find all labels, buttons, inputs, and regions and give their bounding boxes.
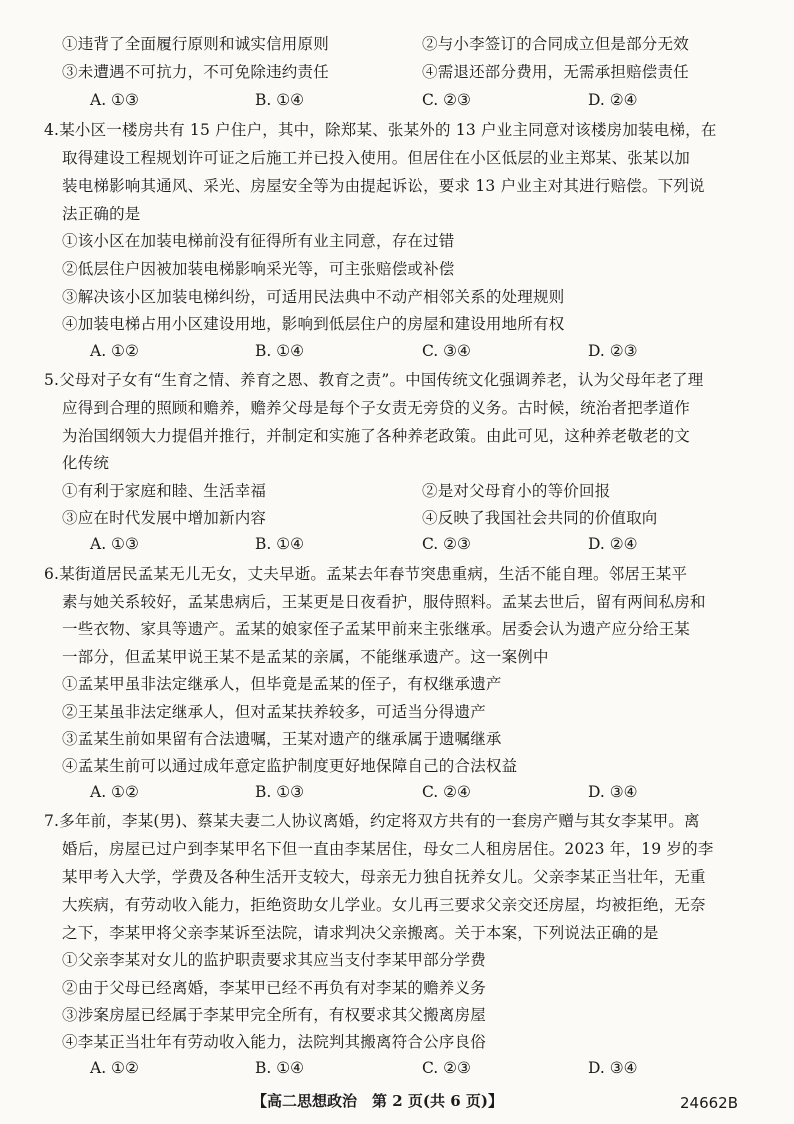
q6-option-d: D. ③④ (588, 783, 638, 801)
q3-option-b: B. ①④ (255, 91, 305, 109)
q4-stem-line: 取得建设工程规划许可证之后施工并已投入使用。但居住在小区低层的业主郑某、张某以加 (62, 149, 691, 167)
q4-statement-3: ③解决该小区加装电梯纠纷，可适用民法典中不动产相邻关系的处理规则 (62, 288, 565, 306)
q5-statement-3: ③应在时代发展中增加新内容 (62, 509, 267, 527)
q4-option-a: A. ①② (90, 342, 139, 360)
q3-option-d: D. ②④ (588, 91, 638, 109)
q5-stem-line: 化传统 (62, 454, 110, 472)
q4-stem-line: 法正确的是 (62, 205, 141, 223)
q4-statement-4: ④加装电梯占用小区建设用地，影响到低层住户的房屋和建设用地所有权 (62, 315, 565, 333)
q5-option-b: B. ①④ (255, 535, 305, 553)
q3-option-a: A. ①③ (90, 91, 139, 109)
q6-stem-line: 6.某街道居民孟某无儿无女，丈夫早逝。孟某去年春节突患重病，生活不能自理。邻居王某平 (44, 565, 688, 583)
q7-statement-2: ②由于父母已经离婚，李某甲已经不再负有对李某的赡养义务 (62, 979, 486, 997)
q6-option-b: B. ①③ (255, 783, 305, 801)
q7-option-b: B. ①④ (255, 1059, 305, 1077)
q3-statement-4: ④需退还部分费用，无需承担赔偿责任 (422, 63, 689, 81)
q6-stem-line: 一些衣物、家具等遗产。孟某的娘家侄子孟某甲前来主张继承。居委会认为遗产应分给王某 (62, 620, 691, 638)
q7-statement-3: ③涉案房屋已经属于李某甲完全所有，有权要求其父搬离房屋 (62, 1006, 486, 1024)
q4-statement-2: ②低层住户因被加装电梯影响采光等，可主张赔偿或补偿 (62, 260, 455, 278)
q6-option-a: A. ①② (90, 783, 139, 801)
q6-statement-4: ④孟某生前可以通过成年意定监护制度更好地保障自己的合法权益 (62, 757, 518, 775)
q5-statement-4: ④反映了我国社会共同的价值取向 (422, 509, 658, 527)
q7-statement-1: ①父亲李某对女儿的监护职责要求其应当支付李某甲部分学费 (62, 951, 486, 969)
q3-statement-2: ②与小李签订的合同成立但是部分无效 (422, 35, 689, 53)
q4-option-d: D. ②③ (588, 342, 638, 360)
q4-statement-1: ①该小区在加装电梯前没有征得所有业主同意，存在过错 (62, 232, 455, 250)
page-footer-title: 【高二思想政治 第 2 页(共 6 页)】 (252, 1092, 503, 1110)
q5-stem-line: 为治国纲领大力提倡并推行，并制定和实施了各种养老政策。由此可见，这种养老敬老的文 (62, 427, 691, 445)
q3-option-c: C. ②③ (422, 91, 471, 109)
q5-option-a: A. ①③ (90, 535, 139, 553)
q7-option-a: A. ①② (90, 1059, 139, 1077)
q3-statement-3: ③未遭遇不可抗力，不可免除违约责任 (62, 63, 329, 81)
q5-statement-2: ②是对父母育小的等价回报 (422, 482, 611, 500)
q7-statement-4: ④李某正当壮年有劳动收入能力，法院判其搬离符合公序良俗 (62, 1033, 486, 1051)
q4-stem-line: 4.某小区一楼房共有 15 户住户，其中，除郑某、张某外的 13 户业主同意对该楼房加装电梯，在 (44, 121, 717, 139)
q4-stem-line: 装电梯影响其通风、采光、房屋安全等为由提起诉讼，要求 13 户业主对其进行赔偿。下列说 (62, 177, 705, 195)
q7-stem-line: 某甲考入大学，学费及各种生活开支较大，母亲无力独自抚养女儿。父亲李某正当壮年，无重 (62, 868, 706, 886)
q4-option-b: B. ①④ (255, 342, 305, 360)
q5-option-c: C. ②③ (422, 535, 471, 553)
q7-option-d: D. ③④ (588, 1059, 638, 1077)
q7-stem-line: 婚后，房屋已过户到李某甲名下但一直由李某居住，母女二人租房居住。2023 年，19 岁的李 (62, 840, 714, 858)
q6-stem-line: 一部分，但孟某甲说王某不是孟某的亲属，不能继承遗产。这一案例中 (62, 648, 549, 666)
q7-stem-line: 7.多年前，李某(男)、蔡某夫妻二人协议离婚，约定将双方共有的一套房产赠与其女李某甲。离 (44, 812, 700, 830)
q5-option-d: D. ②④ (588, 535, 638, 553)
q3-statement-1: ①违背了全面履行原则和诚实信用原则 (62, 35, 329, 53)
q6-statement-1: ①孟某甲虽非法定继承人，但毕竟是孟某的侄子，有权继承遗产 (62, 675, 502, 693)
q7-stem-line: 之下，李某甲将父亲李某诉至法院，请求判决父亲搬离。关于本案，下列说法正确的是 (62, 924, 659, 942)
q7-option-c: C. ②③ (422, 1059, 471, 1077)
q5-statement-1: ①有利于家庭和睦、生活幸福 (62, 482, 267, 500)
q5-stem-line: 5.父母对子女有“生育之情、养育之恩、教育之责”。中国传统文化强调养老，认为父母年老了理 (44, 371, 704, 389)
exam-code: 24662B (680, 1094, 739, 1112)
q5-stem-line: 应得到合理的照顾和赡养，赡养父母是每个子女责无旁贷的义务。古时候，统治者把孝道作 (62, 399, 691, 417)
q6-statement-2: ②王某虽非法定继承人，但对孟某扶养较多，可适当分得遗产 (62, 703, 486, 721)
q7-stem-line: 大疾病，有劳动收入能力，拒绝资助女儿学业。女儿再三要求父亲交还房屋，均被拒绝，无奈 (62, 896, 706, 914)
q6-stem-line: 素与她关系较好，孟某患病后，王某更是日夜看护，服侍照料。孟某去世后，留有两间私房和 (62, 593, 706, 611)
q6-option-c: C. ②④ (422, 783, 471, 801)
q6-statement-3: ③孟某生前如果留有合法遗嘱，王某对遗产的继承属于遗嘱继承 (62, 730, 502, 748)
q4-option-c: C. ③④ (422, 342, 471, 360)
